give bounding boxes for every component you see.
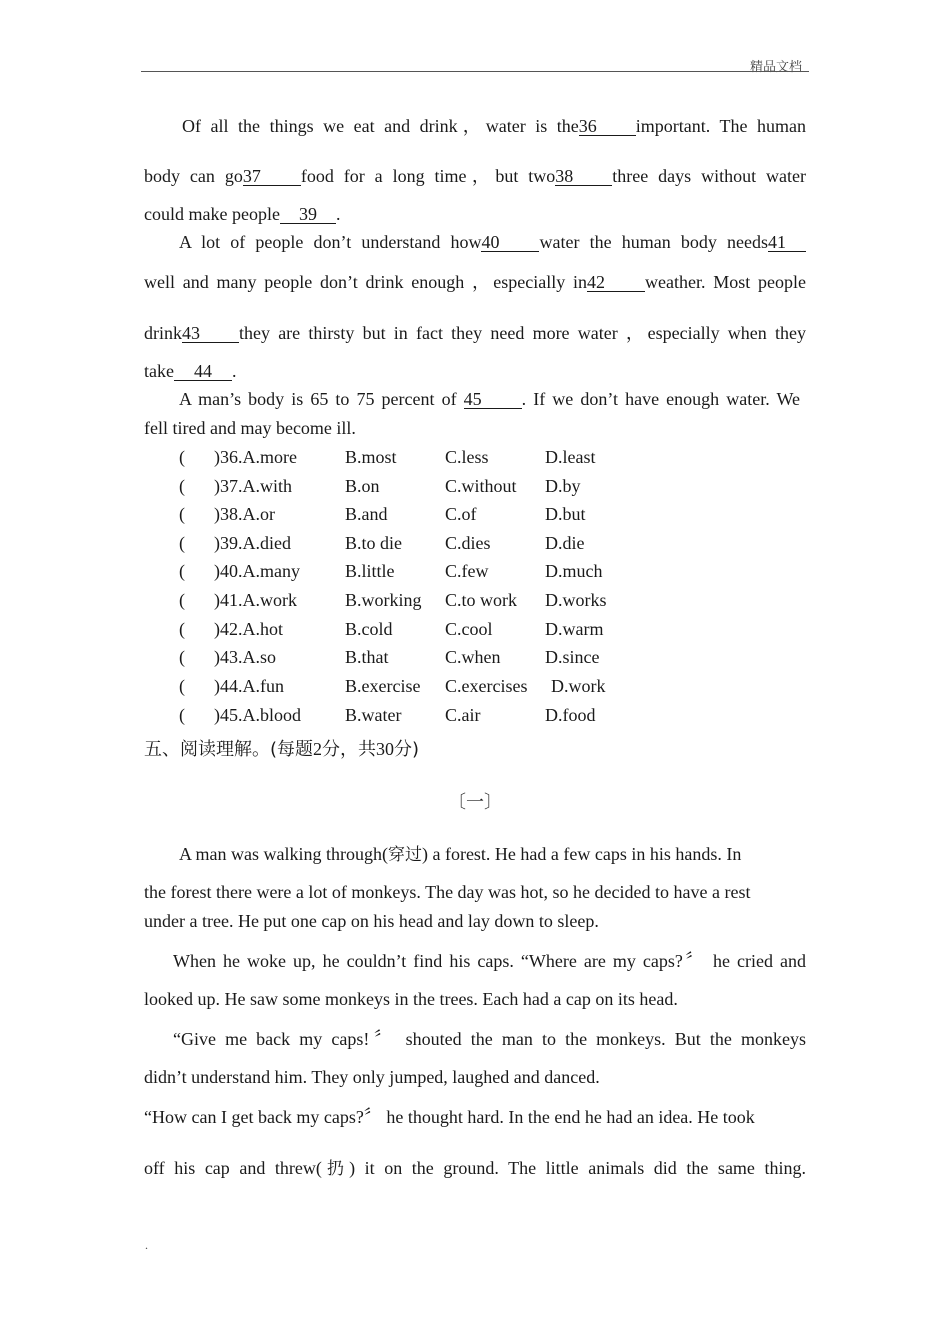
text: A man’s body is 65 to 75 percent of — [179, 389, 457, 409]
option-b: B.most — [345, 447, 397, 467]
passage-line: “How can I get back my caps?〞 he thought hard. In the end he had an idea. He took — [144, 1107, 755, 1127]
blank-44: 44 — [174, 362, 232, 381]
text: ) a forest. He had a few caps in his hands. In — [421, 844, 742, 864]
option-b: B.that — [345, 647, 389, 667]
option-c: C.few — [445, 561, 489, 581]
blank-41: 41 — [768, 233, 806, 252]
option-row-39 — [144, 532, 806, 554]
passage-line: “Give me back my caps!〞 shouted the man to the monkeys. But the monkeys — [173, 1029, 806, 1049]
option-row-38 — [144, 503, 806, 525]
option-a: )39.A.died — [214, 533, 291, 553]
option-d: D.but — [545, 504, 586, 524]
option-c: C.less — [445, 447, 489, 467]
option-a: )40.A.many — [214, 561, 300, 581]
answer-paren[interactable]: ( — [179, 590, 185, 610]
option-d: D.much — [545, 561, 603, 581]
option-d: D.since — [545, 647, 600, 667]
text: A man was walking through( — [179, 844, 388, 864]
option-row-42 — [144, 618, 806, 640]
passage-line: looked up. He saw some monkeys in the trees. Each had a cap on its head. — [144, 989, 678, 1009]
text: important. The human — [635, 116, 807, 136]
cloze-line — [179, 231, 806, 253]
text: 2 — [313, 739, 323, 759]
option-d: D.warm — [545, 619, 604, 639]
text: 扔 — [321, 1159, 350, 1179]
option-b: B.little — [345, 561, 395, 581]
answer-paren[interactable]: ( — [179, 705, 185, 725]
option-a: )38.A.or — [214, 504, 275, 524]
text: three days without water — [612, 166, 806, 186]
blank-37: 37 — [243, 167, 301, 186]
cloze-line — [179, 388, 800, 410]
option-d: D.die — [545, 533, 585, 553]
passage-line: When he woke up, he couldn’t find his caps. “Where are my caps?〞 he cried and — [173, 951, 806, 971]
passage-line — [179, 843, 806, 866]
text: drink — [144, 323, 182, 343]
text: 五、阅读理解。(每题 — [144, 739, 314, 760]
text: . If we don’t have enough water. We — [521, 389, 800, 409]
option-b: B.working — [345, 590, 422, 610]
blank-45: 45 — [464, 390, 522, 409]
option-a: )37.A.with — [214, 476, 292, 496]
option-c: C.dies — [445, 533, 491, 553]
section-heading — [144, 738, 419, 761]
text: body can go — [144, 166, 243, 186]
text: ) it on the ground. The little animals did the same thing. — [349, 1158, 806, 1178]
answer-paren[interactable]: ( — [179, 476, 185, 496]
answer-paren[interactable]: ( — [179, 619, 185, 639]
option-row-40 — [144, 560, 806, 582]
option-row-36 — [144, 446, 806, 468]
option-d: D.food — [545, 705, 596, 725]
option-c: C.exercises — [445, 676, 528, 696]
option-c: C.without — [445, 476, 517, 496]
answer-paren[interactable]: ( — [179, 647, 185, 667]
option-row-45 — [144, 704, 806, 726]
blank-42: 42 — [587, 273, 645, 292]
passage-line — [144, 1157, 806, 1180]
cloze-line: fell tired and may become ill. — [144, 418, 356, 438]
blank-38: 38 — [555, 167, 612, 186]
option-b: B.cold — [345, 619, 393, 639]
blank-39: 39 — [280, 205, 336, 224]
answer-paren[interactable]: ( — [179, 504, 185, 524]
option-d: D.works — [545, 590, 607, 610]
text: water the human body needs — [539, 232, 768, 252]
option-d: D.least — [545, 447, 596, 467]
option-row-44 — [144, 675, 806, 697]
cloze-line — [144, 271, 806, 293]
header-rule — [141, 71, 809, 72]
option-c: C.air — [445, 705, 481, 725]
option-a: )44.A.fun — [214, 676, 284, 696]
blank-40: 40 — [481, 233, 539, 252]
answer-paren[interactable]: ( — [179, 447, 185, 467]
option-d: D.by — [545, 476, 581, 496]
passage-title: 〔一〕 — [448, 792, 502, 813]
option-c: C.cool — [445, 619, 493, 639]
page-header-label: 精品文档 — [750, 60, 803, 75]
cloze-line — [182, 115, 806, 137]
text: could make people — [144, 204, 280, 224]
option-row-43 — [144, 646, 806, 668]
text: well and many people don’t drink enough ，especially in — [144, 272, 587, 292]
passage-line: under a tree. He put one cap on his head and lay down to sleep. — [144, 911, 599, 931]
option-c: C.to work — [445, 590, 517, 610]
text: . — [231, 361, 237, 381]
text: . — [335, 204, 341, 224]
passage-line: the forest there were a lot of monkeys. The day was hot, so he decided to have a rest — [144, 882, 751, 902]
cloze-line — [144, 165, 806, 187]
text: 穿过 — [387, 845, 422, 865]
text: A lot of people don’t understand how — [179, 232, 482, 252]
text: food for a long time，but two — [300, 166, 556, 186]
footer-dot: . — [145, 1238, 148, 1252]
cloze-line — [144, 322, 806, 344]
text: take — [144, 361, 174, 381]
answer-paren[interactable]: ( — [179, 676, 185, 696]
blank-36: 36 — [579, 117, 636, 136]
option-a: )45.A.blood — [214, 705, 301, 725]
blank-43: 43 — [182, 324, 239, 343]
option-d: D.work — [551, 676, 606, 696]
text: 30 — [376, 739, 395, 759]
option-a: )42.A.hot — [214, 619, 283, 639]
option-b: B.water — [345, 705, 402, 725]
option-b: B.and — [345, 504, 388, 524]
option-a: )41.A.work — [214, 590, 297, 610]
text: off his cap and threw( — [144, 1158, 322, 1178]
text: Of all the things we eat and drink，water is the — [182, 116, 579, 136]
option-c: C.when — [445, 647, 501, 667]
option-row-37 — [144, 475, 806, 497]
cloze-line — [144, 360, 806, 382]
text: 分) — [394, 739, 420, 760]
text: 分，共 — [322, 739, 377, 760]
option-a: )43.A.so — [214, 647, 276, 667]
text: they are thirsty but in fact they need more water ，especially when they — [239, 323, 806, 343]
answer-paren[interactable]: ( — [179, 533, 185, 553]
answer-paren[interactable]: ( — [179, 561, 185, 581]
cloze-line — [144, 203, 806, 225]
passage-line: didn’t understand him. They only jumped, laughed and danced. — [144, 1067, 600, 1087]
option-row-41 — [144, 589, 806, 611]
option-a: )36.A.more — [214, 447, 297, 467]
text: weather. Most people — [645, 272, 806, 292]
option-b: B.to die — [345, 533, 402, 553]
option-c: C.of — [445, 504, 477, 524]
option-b: B.on — [345, 476, 380, 496]
option-b: B.exercise — [345, 676, 421, 696]
